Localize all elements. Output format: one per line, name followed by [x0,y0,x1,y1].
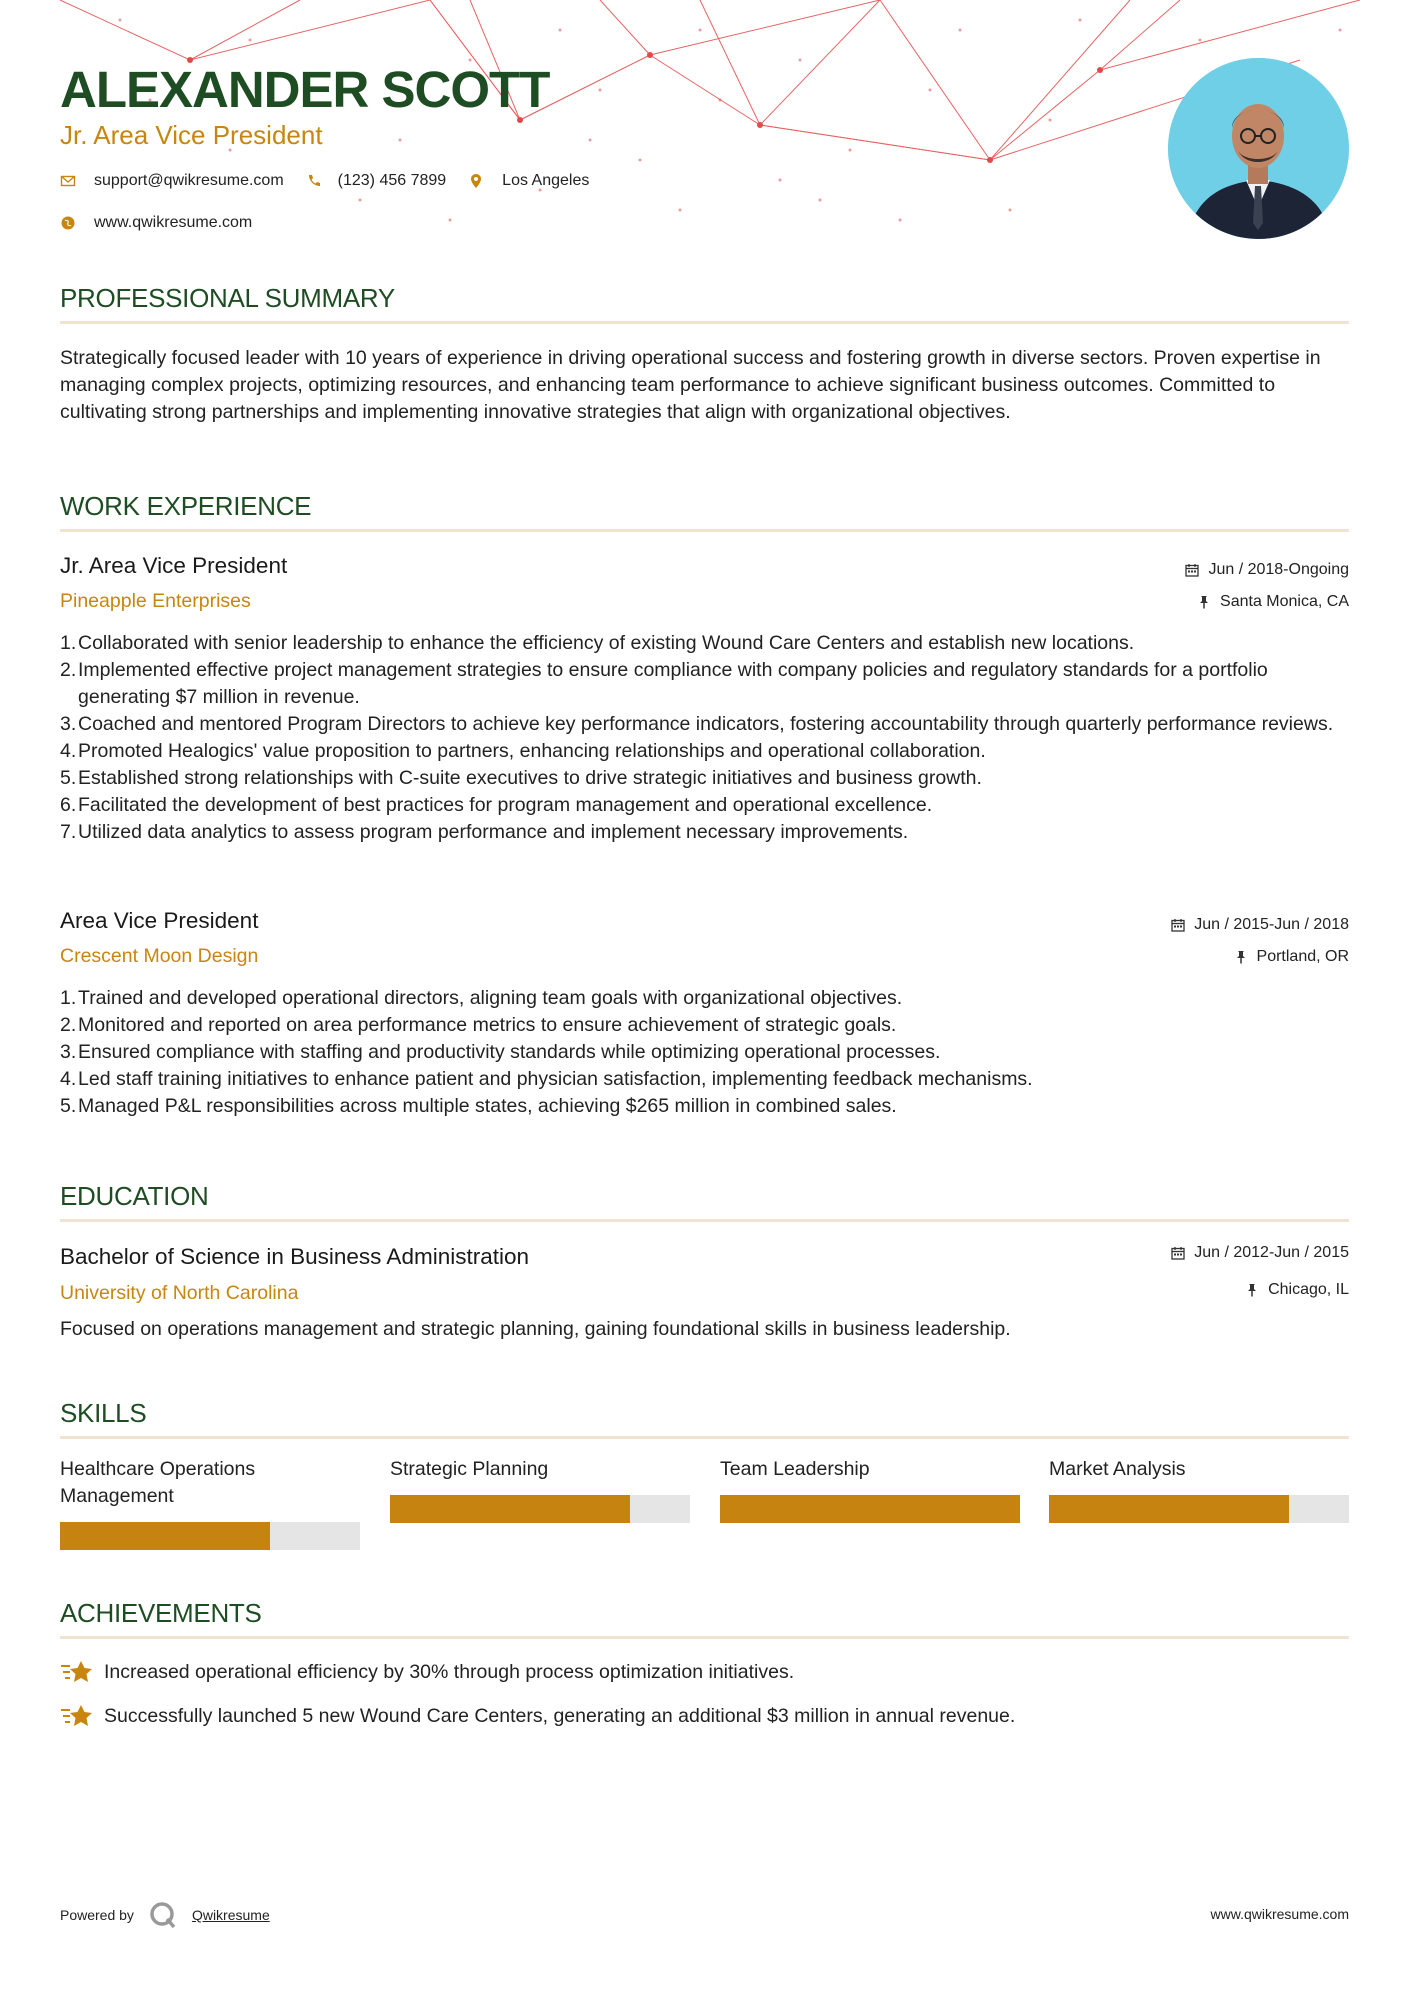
skill-item [390,1456,690,1552]
calendar-icon [1171,918,1185,932]
degree-title: Bachelor of Science in Business Administration [60,1244,529,1269]
map-pin-icon [468,173,484,189]
job-location [1197,591,1349,613]
achievement-item [60,1701,1015,1731]
list-item: 4. Promoted Healogics' value proposition to partners, enhancing relationships and operational collaboration. [60,740,986,762]
skill-name: Team Leadership [720,1458,870,1480]
calendar-icon [1171,1246,1185,1260]
skill-bar [720,1495,1020,1523]
contact-email[interactable] [60,172,284,190]
section-title-experience: WORK EXPERIENCE [60,491,312,521]
achievement-text: Increased operational efficiency by 30% through process optimization initiatives. [104,1660,795,1683]
website-text: www.qwikresume.com [94,214,253,231]
globe-icon [60,215,76,231]
skill-item [1049,1456,1349,1552]
contact-location [468,172,589,190]
phone-text: (123) 456 7899 [337,172,447,189]
achievement-item [60,1657,794,1687]
list-item: 5. Established strong relationships with C-suite executives to drive strategic initiatives and business growth. [60,767,982,789]
list-item: 7. Utilized data analytics to assess program performance and implement necessary improvements. [60,821,909,843]
company-name: Pineapple Enterprises [60,590,251,612]
location-text: Portland, OR [1256,948,1349,965]
job-bullets [60,985,1349,1120]
skill-item [60,1456,360,1552]
list-item: 3. Ensured compliance with staffing and productivity standards while optimizing operational processes. [60,1041,941,1063]
contact-phone[interactable] [306,172,447,190]
list-item: 2. Implemented effective project management strategies to ensure compliance with company policies and regulatory standards for a portfolio generating $7 million in revenue. [60,659,1268,708]
contact-row [60,172,611,190]
section-divider [60,1219,1349,1222]
section-title-skills: SKILLS [60,1398,147,1428]
brand-link[interactable]: Qwikresume [191,1907,270,1923]
footer-website[interactable]: www.qwikresume.com [1210,1906,1349,1922]
pushpin-icon [1197,595,1211,609]
section-title-summary: PROFESSIONAL SUMMARY [60,283,395,313]
section-divider [60,321,1349,324]
skill-bar-fill [1049,1495,1289,1523]
candidate-role: Jr. Area Vice President [60,120,323,150]
education-description: Focused on operations management and strategic planning, gaining foundational skills in business leadership. [60,1318,1011,1340]
section-title-achievements: ACHIEVEMENTS [60,1598,262,1628]
star-icon [60,1701,94,1731]
contact-website[interactable] [60,214,252,232]
powered-by-label: Powered by [60,1907,134,1923]
list-item: 5. Managed P&L responsibilities across multiple states, achieving $265 million in combined sales. [60,1095,897,1117]
list-item: 1. Trained and developed operational directors, aligning team goals with organizational objectives. [60,987,903,1009]
calendar-icon [1185,563,1199,577]
skill-name: Healthcare Operations Management [60,1458,256,1507]
job-title: Jr. Area Vice President [60,553,288,578]
portrait-image [1168,58,1349,239]
job-bullets [60,630,1349,846]
education-dates [1171,1242,1349,1264]
skill-bar [1049,1495,1349,1523]
company-name: Crescent Moon Design [60,945,259,967]
location-text: Santa Monica, CA [1220,593,1349,610]
star-icon [60,1657,94,1687]
school-name: University of North Carolina [60,1282,299,1304]
skill-bar-fill [720,1495,1020,1523]
list-item: 4. Led staff training initiatives to enhance patient and physician satisfaction, implementing feedback mechanisms. [60,1068,1033,1090]
skill-bar-fill [60,1522,270,1550]
envelope-icon [60,173,76,189]
dates-text: Jun / 2018-Ongoing [1208,561,1349,578]
qwikresume-logo-icon [148,1900,178,1930]
education-location [1245,1279,1349,1301]
profile-photo [1168,58,1349,239]
section-divider [60,1636,1349,1639]
summary-text: Strategically focused leader with 10 years of experience in driving operational success and fostering growth in diverse sectors. Proven expertise in managing complex projects, optimizing resources, and enhancing team performance to achieve significant business outcomes. Committed to cultivating strong partnerships and implementing innovative strategies that align with organizational objectives. [60,347,1321,423]
skill-name: Market Analysis [1049,1458,1186,1480]
location-text: Chicago, IL [1268,1281,1349,1298]
section-divider [60,1436,1349,1439]
location-text: Los Angeles [502,172,590,189]
job-title: Area Vice President [60,908,259,933]
contact-row-website [60,214,274,232]
phone-icon [306,173,322,189]
list-item: 3. Coached and mentored Program Directors to achieve key performance indicators, fostering accountability through quarterly performance reviews. [60,713,1334,735]
skill-name: Strategic Planning [390,1458,549,1480]
job-location [1234,946,1349,968]
skill-bar [390,1495,690,1523]
dates-text: Jun / 2015-Jun / 2018 [1194,916,1349,933]
email-text: support@qwikresume.com [94,172,284,189]
dates-text: Jun / 2012-Jun / 2015 [1194,1244,1349,1261]
skill-bar-fill [390,1495,630,1523]
achievement-text: Successfully launched 5 new Wound Care Centers, generating an additional $3 million in annual revenue. [104,1704,1016,1727]
candidate-name: ALEXANDER SCOTT [60,61,550,118]
skill-item [720,1456,1020,1552]
list-item: 1. Collaborated with senior leadership to enhance the efficiency of existing Wound Care Centers and establish new locations. [60,632,1135,654]
section-divider [60,529,1349,532]
job-dates [1185,559,1349,581]
pushpin-icon [1245,1283,1259,1297]
list-item: 2. Monitored and reported on area performance metrics to ensure achievement of strategic goals. [60,1014,897,1036]
list-item: 6. Facilitated the development of best practices for program management and operational excellence. [60,794,933,816]
section-title-education: EDUCATION [60,1181,209,1211]
skill-bar [60,1522,360,1550]
footer-powered-by [60,1900,270,1930]
pushpin-icon [1234,950,1248,964]
job-dates [1171,914,1349,936]
